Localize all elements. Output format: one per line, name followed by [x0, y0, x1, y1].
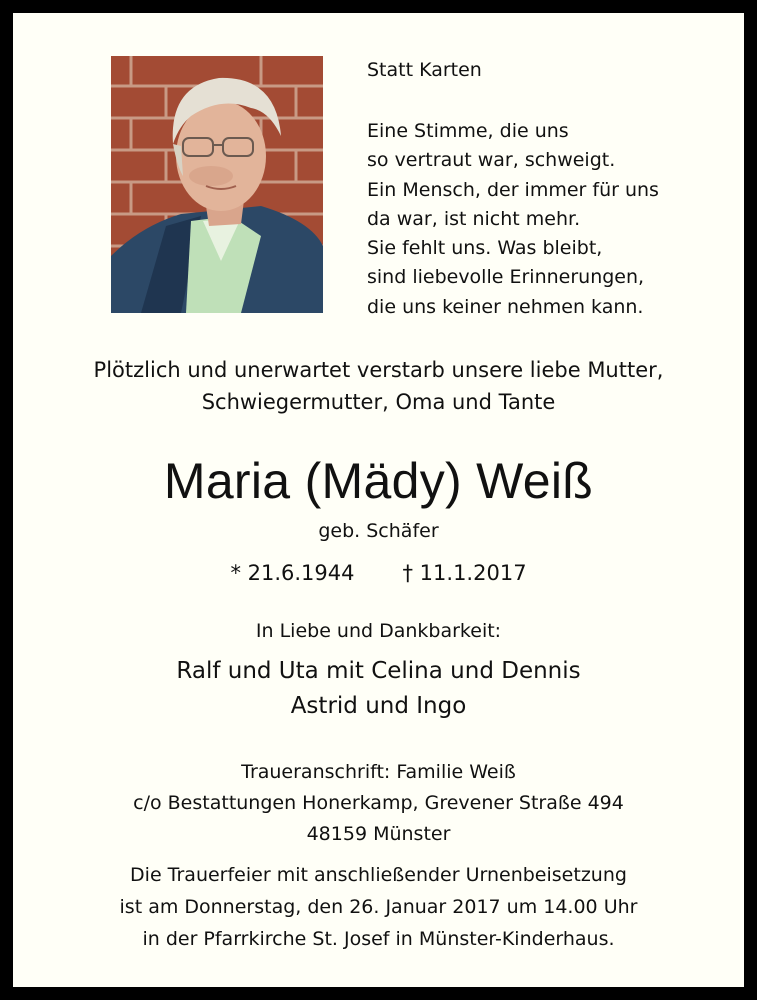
- announcement-line: Schwiegermutter, Oma und Tante: [201, 390, 556, 414]
- ceremony-line: Die Trauerfeier mit anschließender Urnenbeisetzung: [130, 864, 627, 886]
- birth-date: * 21.6.1944: [230, 561, 355, 585]
- mourner-line: Ralf und Uta mit Celina und Dennis: [176, 658, 581, 684]
- announcement-line: Plötzlich und unerwartet verstarb unsere liebe Mutter,: [93, 358, 664, 382]
- poem-line: die uns keiner nehmen kann.: [367, 295, 644, 318]
- death-announcement: [13, 354, 744, 418]
- mourning-address: [13, 757, 744, 850]
- thanks-line: In Liebe und Dankbarkeit:: [255, 620, 502, 642]
- ceremony-line: ist am Donnerstag, den 26. Januar 2017 um 14.00 Uhr: [119, 896, 638, 918]
- mourner-names: [13, 654, 744, 724]
- maiden-name: geb. Schäfer: [318, 520, 439, 542]
- portrait-photo: [111, 56, 323, 313]
- ceremony-info: [13, 859, 744, 955]
- poem-line: da war, ist nicht mehr.: [367, 207, 581, 230]
- poem-line: Sie fehlt uns. Was bleibt,: [367, 237, 603, 260]
- deceased-name: Maria (Mädy) Weiß: [163, 453, 594, 509]
- obituary-card: [13, 13, 744, 987]
- mourner-line: Astrid und Ingo: [290, 693, 467, 719]
- life-dates: [13, 559, 744, 587]
- poem-line: Ein Mensch, der immer für uns: [367, 178, 659, 201]
- address-line: c/o Bestattungen Honerkamp, Grevener Straße 494: [133, 792, 624, 814]
- poem-line: sind liebevolle Erinnerungen,: [367, 266, 645, 289]
- ceremony-line: in der Pfarrkirche St. Josef in Münster-Kinderhaus.: [142, 928, 615, 950]
- address-line: Traueranschrift: Familie Weiß: [241, 761, 516, 783]
- poem-line: so vertraut war, schweigt.: [367, 149, 616, 172]
- poem-line: Eine Stimme, die uns: [367, 120, 569, 142]
- death-date: † 11.1.2017: [402, 561, 527, 585]
- portrait-illustration: [111, 56, 323, 313]
- poem: [367, 117, 659, 322]
- address-line: 48159 Münster: [306, 823, 451, 845]
- statt-karten-label: Statt Karten: [367, 59, 482, 81]
